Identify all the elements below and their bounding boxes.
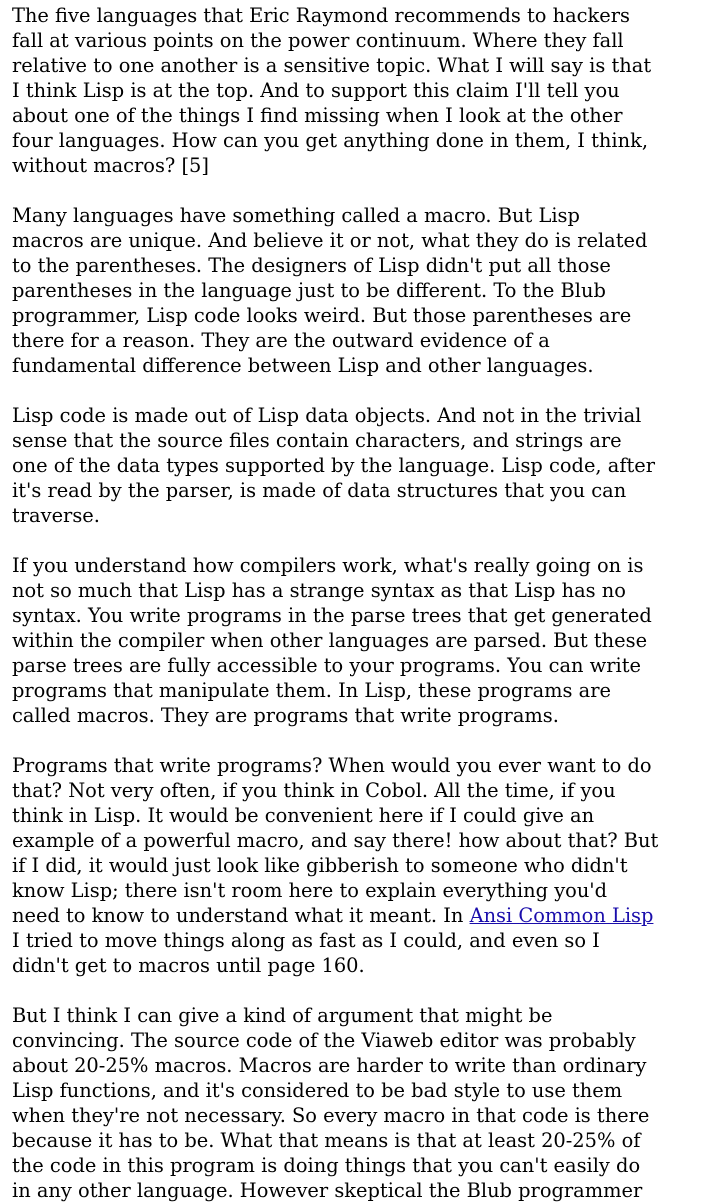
text-line: syntax. You write programs in the parse trees that get generated xyxy=(12,604,652,627)
text-line: programs that manipulate them. In Lisp, these programs are xyxy=(12,679,611,702)
text-line: example of a powerful macro, and say there! how about that? But xyxy=(12,829,659,852)
text-line: The five languages that Eric Raymond recommends to hackers xyxy=(12,4,630,27)
text-line: fundamental difference between Lisp and other languages. xyxy=(12,354,594,377)
text-line: convincing. The source code of the Viaweb editor was probably xyxy=(12,1029,636,1052)
paragraph-5 xyxy=(12,753,704,978)
text-line: there for a reason. They are the outward evidence of a xyxy=(12,329,550,352)
text-line: about 20-25% macros. Macros are harder to write than ordinary xyxy=(12,1054,647,1077)
paragraph-3 xyxy=(12,403,704,528)
text-line: Programs that write programs? When would you ever want to do xyxy=(12,754,652,777)
text-line: didn't get to macros until page 160. xyxy=(12,954,365,977)
text-line: traverse. xyxy=(12,504,100,527)
ansi-common-lisp-link[interactable]: Ansi Common Lisp xyxy=(469,904,654,927)
text-line: to the parentheses. The designers of Lisp didn't put all those xyxy=(12,254,611,277)
text-line: fall at various points on the power continuum. Where they fall xyxy=(12,29,624,52)
text-line: relative to one another is a sensitive topic. What I will say is that xyxy=(12,54,652,77)
text-line: If you understand how compilers work, what's really going on is xyxy=(12,554,644,577)
paragraph-gap xyxy=(12,978,704,1003)
text-line: that? Not very often, if you think in Cobol. All the time, if you xyxy=(12,779,616,802)
text-line: But I think I can give a kind of argument that might be xyxy=(12,1004,553,1027)
text-line: it's read by the parser, is made of data structures that you can xyxy=(12,479,627,502)
text-line: think in Lisp. It would be convenient here if I could give an xyxy=(12,804,595,827)
text-line: Lisp functions, and it's considered to be bad style to use them xyxy=(12,1079,623,1102)
paragraph-gap xyxy=(12,378,704,403)
text-line: know Lisp; there isn't room here to explain everything you'd xyxy=(12,879,608,902)
text-line: parse trees are fully accessible to your programs. You can write xyxy=(12,654,642,677)
text-line: within the compiler when other languages are parsed. But these xyxy=(12,629,648,652)
paragraph-gap xyxy=(12,178,704,203)
text-line: called macros. They are programs that write programs. xyxy=(12,704,559,727)
text-line: I tried to move things along as fast as I could, and even so I xyxy=(12,929,600,952)
text-line-with-link xyxy=(12,903,704,928)
text-line: when they're not necessary. So every macro in that code is there xyxy=(12,1104,650,1127)
text-line: about one of the things I find missing when I look at the other xyxy=(12,104,623,127)
text-segment: need to know to understand what it meant. In xyxy=(12,904,470,927)
paragraph-2 xyxy=(12,203,704,378)
text-line: the code in this program is doing things that you can't easily do xyxy=(12,1154,641,1177)
text-line: macros are unique. And believe it or not, what they do is related xyxy=(12,229,648,252)
paragraph-4 xyxy=(12,553,704,728)
paragraph-gap xyxy=(12,528,704,553)
text-line: Many languages have something called a macro. But Lisp xyxy=(12,204,580,227)
text-line: Lisp code is made out of Lisp data objects. And not in the trivial xyxy=(12,404,642,427)
text-line: in any other language. However skeptical the Blub programmer xyxy=(12,1179,643,1202)
text-line: programmer, Lisp code looks weird. But those parentheses are xyxy=(12,304,632,327)
text-line: because it has to be. What that means is that at least 20-25% of xyxy=(12,1129,641,1152)
text-line: not so much that Lisp has a strange syntax as that Lisp has no xyxy=(12,579,626,602)
paragraph-gap xyxy=(12,728,704,753)
text-line: one of the data types supported by the language. Lisp code, after xyxy=(12,454,656,477)
paragraph-6 xyxy=(12,1003,704,1203)
paragraph-1 xyxy=(12,3,704,178)
text-line: parentheses in the language just to be different. To the Blub xyxy=(12,279,606,302)
text-line: four languages. How can you get anything done in them, I think, xyxy=(12,129,648,152)
text-line: without macros? [5] xyxy=(12,154,209,177)
text-line: if I did, it would just look like gibberish to someone who didn't xyxy=(12,854,628,877)
text-line: sense that the source files contain characters, and strings are xyxy=(12,429,622,452)
text-line: I think Lisp is at the top. And to support this claim I'll tell you xyxy=(12,79,620,102)
article-body xyxy=(12,3,704,1203)
